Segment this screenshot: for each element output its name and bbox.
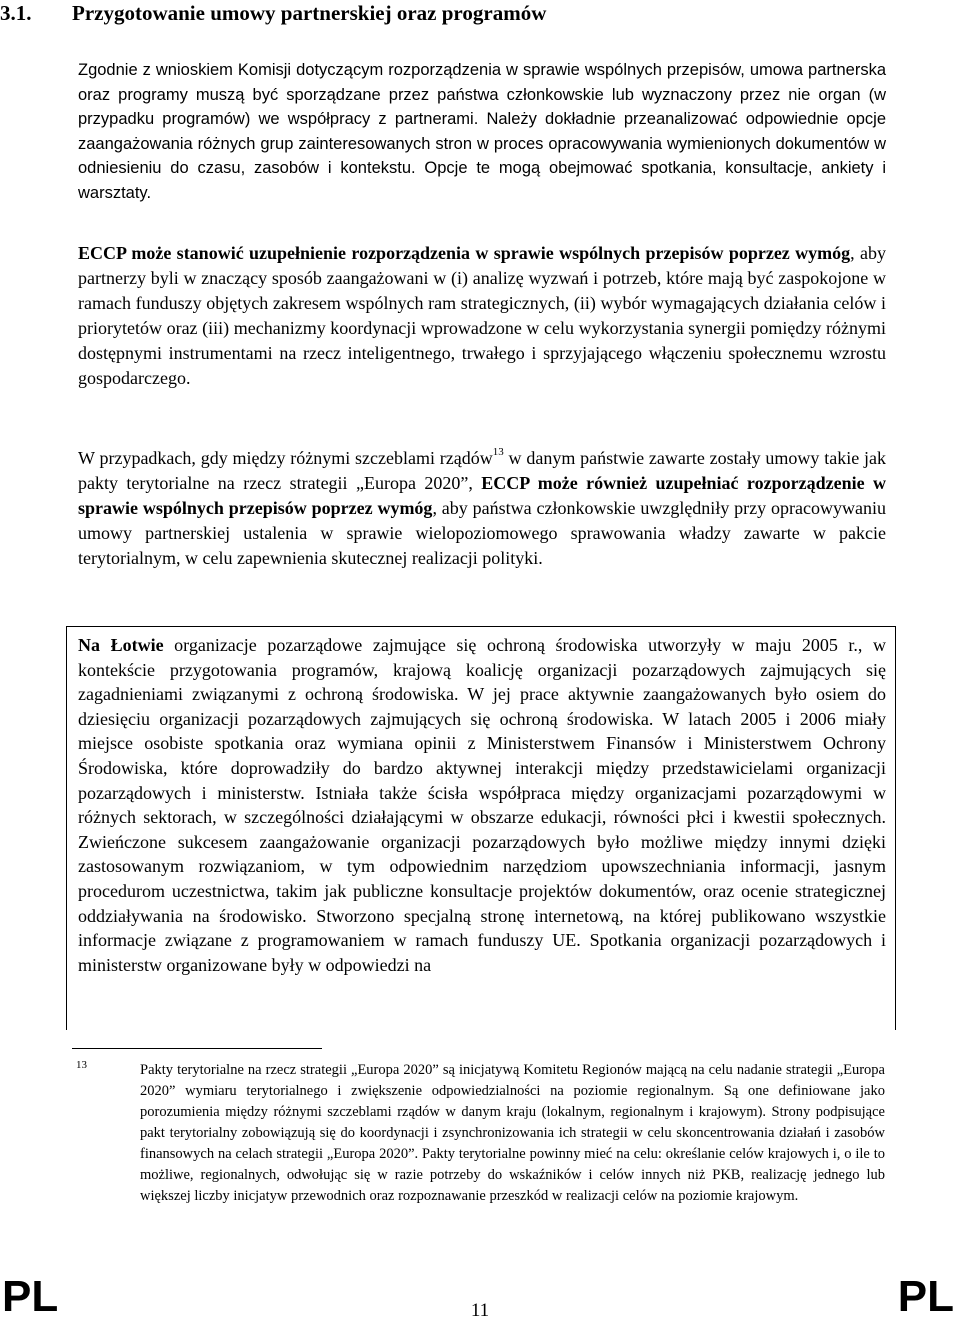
paragraph-territorial-bold: ECCP może również uzupełniać rozporządzenie w sprawie wspólnych przepisów poprzez wymóg: [78, 473, 886, 518]
paragraph-territorial-part3: , aby państwa członkowskie uwzględniły przy opracowywaniu umowy partnerskiej ustalenia w sprawie wielopoziomowego sprawowania władzy zawarte w pakcie terytorialnym, w celu zapewnienia skutecznej realizacji polityki.: [78, 498, 886, 568]
section-heading: [0, 0, 938, 26]
example-box-bold: Na Łotwie: [78, 635, 164, 655]
language-code-left: PL: [2, 1272, 59, 1321]
footnote-separator: [72, 1048, 322, 1049]
language-code-right: PL: [897, 1272, 954, 1321]
paragraph-territorial-part1: W przypadkach, gdy między różnymi szczeblami rządów: [78, 448, 493, 468]
footnote-ref[interactable]: 13: [492, 446, 504, 458]
paragraph-eccp-bold: ECCP może stanowić uzupełnienie rozporządzenia w sprawie wspólnych przepisów poprzez wymóg: [78, 243, 851, 263]
footnote-number: 13: [76, 1059, 87, 1071]
footnote-text: Pakty terytorialne na rzecz strategii „Europa 2020” są inicjatywą Komitetu Regionów mającą na celu nadanie strategii „Europa 2020” wymiaru terytorialnego i zwiększenie odpowiedzialności na poziomie regionalnym. Są one definiowane jako porozumienia między różnymi szczeblami rządów w danym kraju (lokalnym, regionalnym i krajowym). Strony podpisujące pakt terytorialny zobowiązują się do koordynacji i zsynchronizowania ich strategii w celu skoncentrowania działań i zasobów finansowych na celach strategii „Europa 2020”. Pakty terytorialne powinny mieć na celu: określanie celów krajowych i, o ile to możliwe, regionalnych, odwołując się w razie potrzeby do wskaźników i celów innych niż PKB, realizację jednego lub większej liczby inicjatyw przewodnich oraz rozpoznawanie przeszkód w realizacji celów na poziomie krajowym.: [140, 1062, 885, 1204]
paragraph-eccp-requirement: [78, 241, 886, 391]
example-box-latvia: [78, 633, 886, 1028]
paragraph-intro: Zgodnie z wnioskiem Komisji dotyczącym rozporządzenia w sprawie wspólnych przepisów, umowa partnerska oraz programy muszą być sporządzane przez państwa członkowskie lub wyznaczony przez nie organ (w przypadku programów) we współpracy z partnerami. Należy dokładnie przeanalizować odpowiednie opcje zaangażowania różnych grup zainteresowanych stron w proces opracowywania wymienionych dokumentów w odniesieniu do czasu, zasobów i kontekstu. Opcje te mogą obejmować spotkania, konsultacje, ankiety i warsztaty.: [78, 61, 886, 202]
page-number: 11: [470, 1300, 490, 1321]
paragraph-territorial-pacts: [78, 446, 886, 571]
paragraph-territorial-part2: w danym państwie zawarte zostały umowy takie jak pakty terytorialne na rzecz strategii „Europa 2020”,: [78, 448, 886, 493]
section-number: 3.1.: [0, 1, 32, 25]
paragraph-eccp-rest: , aby partnerzy byli w znaczący sposób zaangażowani w (i) analizę wyzwań i potrzeb, które mają być zaspokojone w ramach funduszy objętych zakresem wspólnych ram strategicznych, (ii) wybór wymagających działania celów i priorytetów oraz (iii) mechanizmy koordynacji wprowadzone w celu wykorzystania synergii pomiędzy różnymi dostępnymi instrumentami na rzecz inteligentnego, trwałego i sprzyjającego włączeniu społecznemu wzrostu gospodarczego.: [78, 243, 886, 388]
example-box-text: organizacje pozarządowe zajmujące się ochroną środowiska utworzyły w maju 2005 r., w kontekście przygotowania programów, krajową koalicję organizacji pozarządowych zajmujących się zagadnieniami związanymi z ochroną środowiska. W jej prace aktywnie zaangażowanych było osiem do dziesięciu organizacji pozarządowych zajmujących się ochroną środowiska. W latach 2005 i 2006 miały miejsce osobiste spotkania oraz wymiana opinii z Ministerstwem Finansów i Ministerstwem Ochrony Środowiska, które doprowadziły do bardzo aktywnej interakcji między przedstawicielami organizacji pozarządowych i ministerstw. Istniała także ścisła współpraca między organizacjami pozarządowymi w różnych sektorach, w szczególności działającymi w obszarze edukacji, równości płci i kwestii społecznych. Zwieńczone sukcesem zaangażowanie organizacji pozarządowych było możliwe między innymi dzięki zastosowanym rozwiązaniom, w tym odpowiednim narzędziom upowszechniania informacji, jasnym procedurom uczestnictwa, takim jak publiczne konsultacje projektów dokumentów, oraz ocenie strategicznej oddziaływania na środowisko. Stworzono specjalną stronę internetową, na której publikowano wszystkie informacje związane z programowaniem w ramach funduszy UE. Spotkania organizacji pozarządowych i ministerstw organizowane były w odpowiedzi na: [78, 635, 886, 975]
section-title: Przygotowanie umowy partnerskiej oraz programów: [72, 1, 547, 25]
